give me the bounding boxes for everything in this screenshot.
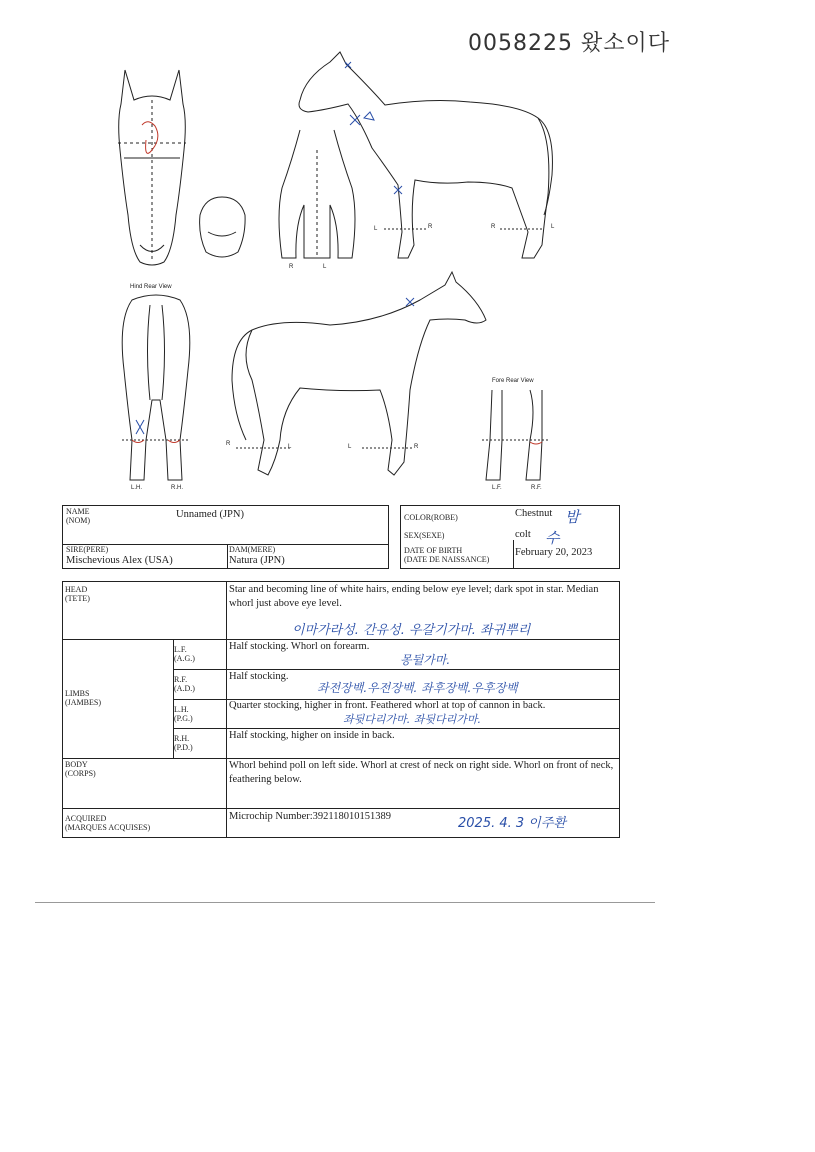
sex-caption: SEX(SEXE) [404, 531, 445, 540]
lf-handwritten: 몽뒬가마. [400, 653, 451, 667]
horse-name: Unnamed (JPN) [176, 509, 244, 520]
body-caption: BODY (CORPS) [65, 760, 96, 778]
dob-value: February 20, 2023 [515, 547, 593, 558]
sire-value: Mischevious Alex (USA) [66, 555, 173, 566]
lf-description: Half stocking. Whorl on forearm. [229, 641, 370, 652]
head-front-view [118, 70, 186, 265]
lf-caption: L.F. (A.G.) [174, 645, 195, 663]
leg-label-l: L [288, 444, 292, 450]
acquired-description: Microchip Number:392118010151389 [229, 811, 392, 822]
head-description: Star and becoming line of white hairs, ending below eye level; dark spot in star. Median whorl just above eye level. [229, 584, 599, 609]
horse-side-left-facing [299, 52, 555, 258]
sex-value: colt [515, 529, 531, 540]
fore-rf-label: R.F. [531, 485, 542, 491]
color-handwritten: 밤 [565, 508, 580, 526]
chest-front-view [279, 130, 355, 258]
dam-caption: DAM(MERE) [229, 545, 276, 554]
dam-value: Natura (JPN) [229, 555, 285, 566]
leg-label-r: R [414, 444, 419, 450]
leg-label-l: L [374, 226, 378, 232]
sex-handwritten: 수 [545, 529, 560, 547]
rh-description: Half stocking, higher on inside in back. [229, 730, 395, 741]
acquired-handwritten: 2025. 4. 3 이주환 [458, 816, 566, 831]
leg-label-r: R [428, 224, 433, 230]
rf-handwritten: 좌전장백.우전장백. 좌후장백.우후장백 [317, 681, 518, 695]
horse-side-right-facing [232, 272, 486, 475]
handwritten-id: 0058225 왔소이다 [468, 31, 670, 56]
leg-label-r: R [226, 441, 231, 447]
color-caption: COLOR(ROBE) [404, 513, 458, 522]
color-value: Chestnut [515, 508, 553, 519]
hind-rh-label: R.H. [171, 485, 183, 491]
name-caption: NAME (NOM) [66, 507, 90, 525]
body-description: Whorl behind poll on left side. Whorl at crest of neck on right side. Whorl on front of neck, feathering below. [229, 760, 614, 785]
fore-rear-view-label: Fore Rear View [492, 378, 534, 384]
sire-caption: SIRE(PERE) [66, 545, 109, 554]
lh-description: Quarter stocking, higher in front. Feathered whorl at top of cannon in back. [229, 700, 546, 711]
leg-label-l: L [323, 264, 327, 270]
limbs-caption: LIMBS (JAMBES) [65, 689, 102, 707]
head-caption: HEAD (TETE) [65, 585, 90, 603]
fore-rear-view [482, 390, 548, 480]
lh-handwritten: 좌뒷다리가마. 좌뒷다리가마. [343, 713, 482, 726]
page-divider [35, 902, 655, 903]
acquired-caption: ACQUIRED (MARQUES ACQUISES) [65, 814, 151, 832]
rf-description: Half stocking. [229, 671, 289, 682]
lh-caption: L.H. (P.G.) [174, 705, 193, 723]
muzzle-view [200, 197, 246, 257]
leg-label-r: R [491, 224, 496, 230]
hind-lh-label: L.H. [131, 485, 143, 491]
leg-label-l: L [348, 444, 352, 450]
horse-diagrams [0, 0, 815, 500]
leg-label-l: L [551, 224, 555, 230]
fore-lf-label: L.F. [492, 485, 502, 491]
rh-caption: R.H. (P.D.) [174, 734, 193, 752]
dob-caption: DATE OF BIRTH (DATE DE NAISSANCE) [404, 546, 490, 564]
hind-rear-view [122, 295, 190, 480]
leg-label-r: R [289, 264, 294, 270]
head-handwritten: 이마가라성. 간유성. 우갈기가마. 좌귀뿌리 [292, 623, 531, 638]
hind-rear-view-label: Hind Rear View [130, 284, 172, 290]
rf-caption: R.F. (A.D.) [174, 675, 195, 693]
